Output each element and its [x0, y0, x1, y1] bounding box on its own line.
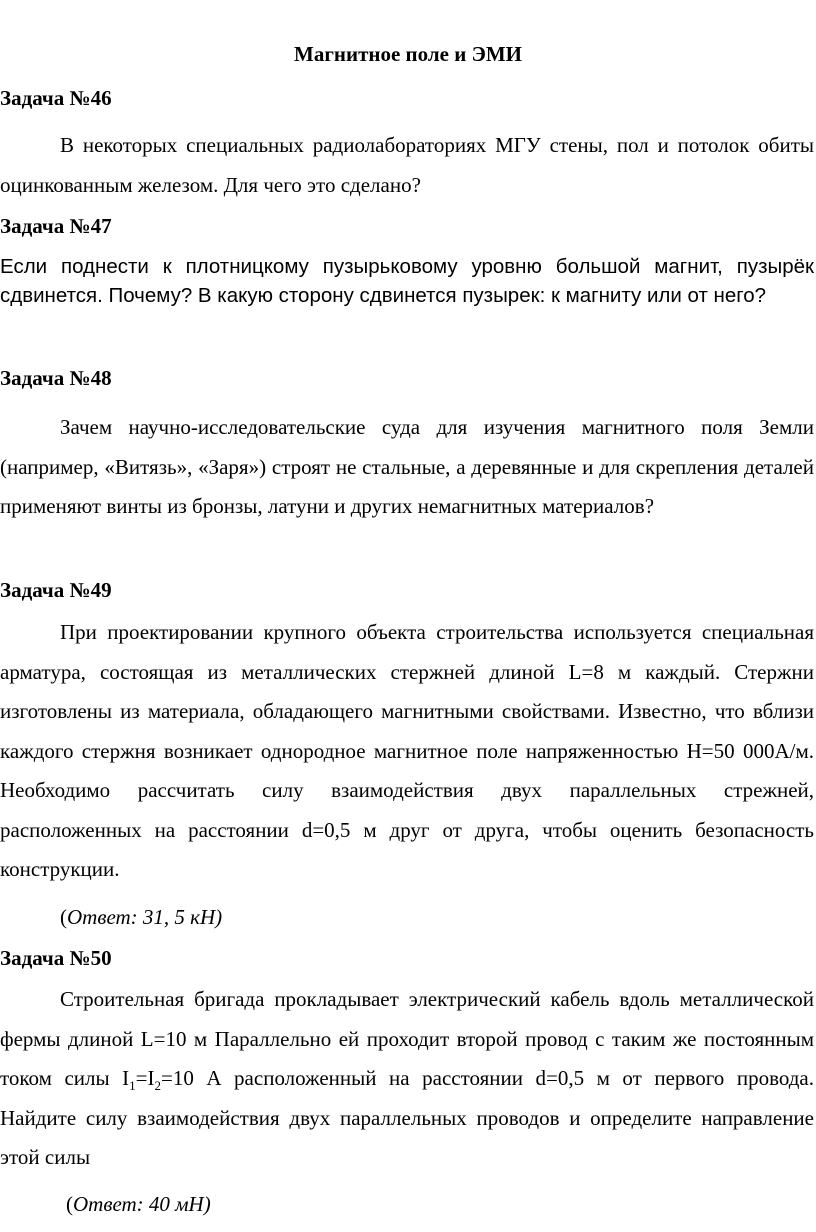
task-50-sub1: 1 — [129, 1078, 136, 1094]
task-48-text: Зачем научно-исследовательские суда для изучения магнитного поля Земли (например, «Витязь», «Заря») строят не стальные, а деревянные и для скрепления деталей применяют винты из бронзы, латуни и других немагнитных материалов? — [0, 415, 814, 518]
task-49-answer-text: Ответ: 31, 5 кН) — [67, 905, 223, 929]
task-47-text: Если поднести к плотницкому пузырьковому уровню большой магнит, пузырёк сдвинется. Почему? В какую сторону сдвинется пузырек: к магниту или от него? — [0, 255, 814, 307]
task-50-heading: Задача №50 — [0, 946, 112, 970]
task-46-heading: Задача №46 — [0, 86, 112, 110]
task-48-heading: Задача №48 — [0, 366, 112, 390]
task-49-answer-paren: ( — [60, 905, 67, 929]
task-50-answer — [66, 1192, 211, 1217]
task-47-heading: Задача №47 — [0, 214, 112, 238]
task-49-answer — [60, 905, 222, 930]
task-50-sub2: 2 — [154, 1078, 161, 1094]
document-title: Магнитное поле и ЭМИ — [294, 42, 522, 66]
task-50-text — [0, 980, 814, 1178]
task-50-text-b: =I — [135, 1066, 155, 1090]
task-50-answer-paren: ( — [66, 1192, 73, 1216]
task-50-text-a: Строительная бригада прокладывает электрический кабель вдоль металлической фермы длиной L=10 м Параллельно ей проходит второй провод с таким же постоянным током силы I — [0, 987, 814, 1090]
task-50-text-c: =10 А расположенный на расстоянии d=0,5 м от первого провода. Найдите силу взаимодействия двух параллельных проводов и определите направление этой силы — [0, 1066, 814, 1169]
task-46-text: В некоторых специальных радиолабораториях МГУ стены, пол и потолок обиты оцинкованным железом. Для чего это сделано? — [0, 133, 814, 197]
task-49-text: При проектировании крупного объекта строительства используется специальная арматура, состоящая из металлических стержней длиной L=8 м каждый. Стержни изготовлены из материала, обладающего магнитными свойствами. Известно, что вблизи каждого стержня возникает однородное магнитное поле напряженностью H=50 000А/м. Необходимо рассчитать силу взаимодействия двух параллельных стрежней, расположенных на расстоянии d=0,5 м друг от друга, чтобы оценить безопасность конструкции. — [0, 620, 814, 881]
task-49-heading: Задача №49 — [0, 578, 112, 602]
task-50-answer-text: Ответ: 40 мН) — [73, 1192, 211, 1216]
